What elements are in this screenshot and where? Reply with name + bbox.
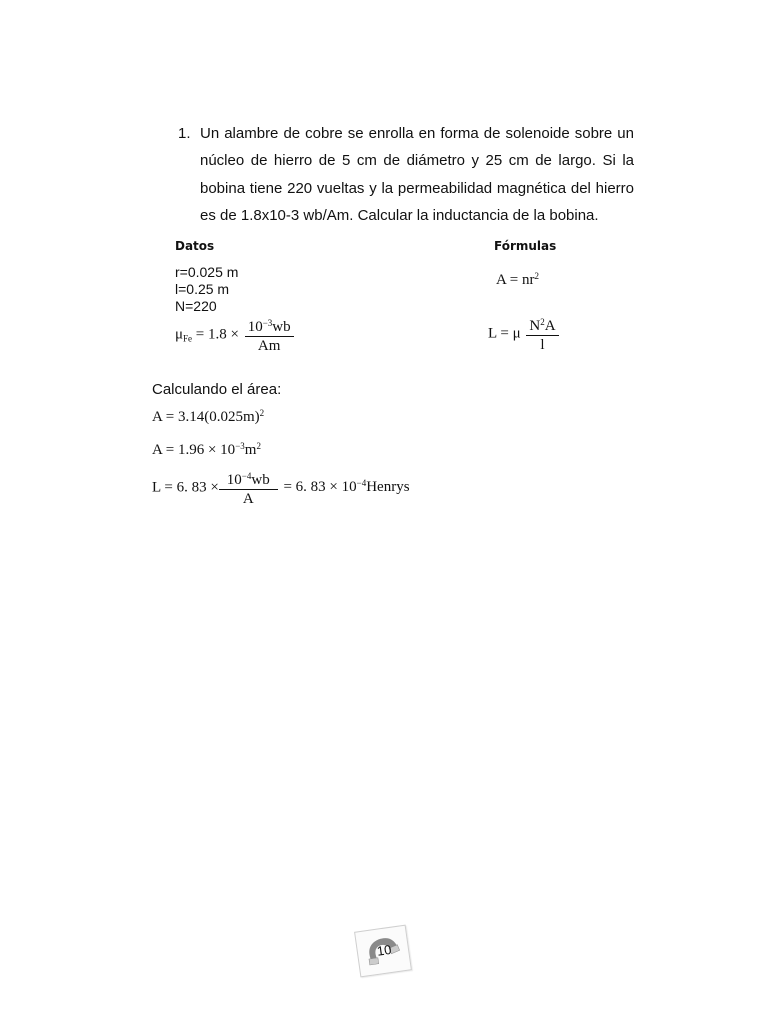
inductance-denominator: l	[540, 337, 545, 353]
calc-l-rhs: = 6. $83 \times 10^{-4}Henrys$	[283, 478, 410, 496]
inductance-lhs: L = μ	[488, 325, 521, 342]
inductance-formula	[488, 315, 561, 353]
calc-l-lhs: L = 6. 83 ×	[152, 479, 219, 496]
calc-l-numerator: $10^{-4}wb$	[219, 469, 278, 490]
calc-line-area-1: $A = 3.14(0.025m)^2$	[152, 408, 265, 425]
problem-statement	[178, 120, 634, 229]
mu-fraction	[245, 316, 294, 354]
calc-l-fraction	[219, 469, 278, 507]
calc-title: Calculando el área:	[152, 381, 282, 398]
mu-subscript: Fe	[183, 333, 193, 344]
mu-denominator: Am	[257, 338, 281, 354]
datos-radius: r=0.025 m	[175, 264, 239, 280]
mu-lhs-rest: = 1.8 ×	[192, 326, 239, 343]
datos-heading: Datos	[175, 239, 215, 253]
page-number: 10	[375, 941, 393, 959]
mu-symbol: μ	[175, 326, 184, 343]
problem-text: Un alambre de cobre se enrolla en forma de solenoide sobre un núcleo de hierro de 5 cm de diámetro y 25 cm de largo. Si la bobina tiene 220 vueltas y la permeabilidad magnética del hierro es de 1.8x10-3 wb/Am. Calcular la inductancia de la bobina.	[200, 125, 634, 224]
problem-number: 1.	[178, 125, 191, 142]
calc-line-area-2: $A = 1.96 \times 10^{-3}m^2$	[152, 441, 261, 458]
mu-numerator: $10^{-3}wb$	[245, 316, 294, 337]
datos-length: l=0.25 m	[175, 281, 230, 297]
datos-turns: N=220	[175, 298, 217, 314]
calc-l-denominator: A	[242, 491, 254, 507]
inductance-numerator: $N^2A$	[526, 315, 558, 336]
area-formula: $A = nr^2$	[496, 271, 539, 288]
inductance-fraction	[526, 315, 558, 353]
mu-fe-equation	[175, 316, 296, 354]
calc-line-inductance	[152, 469, 410, 507]
datos-list	[175, 264, 238, 315]
formulas-heading: Fórmulas	[494, 239, 557, 253]
badge-frame	[354, 925, 412, 978]
page-number-badge	[357, 928, 409, 974]
